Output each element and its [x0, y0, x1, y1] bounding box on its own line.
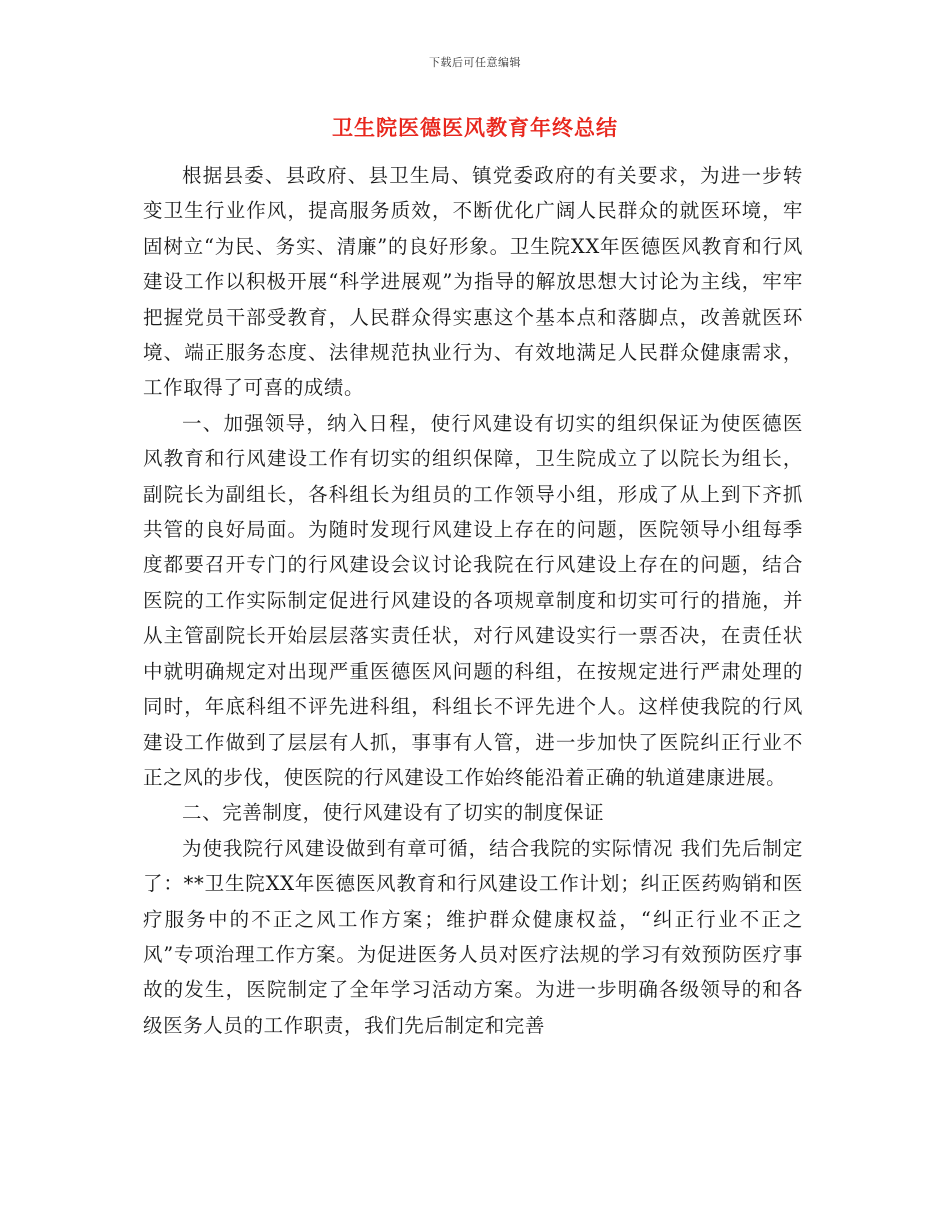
document-title: 卫生院医德医风教育年终总结 — [332, 115, 618, 140]
paragraph-section-2-heading: 二、完善制度，使行风建设有了切实的制度保证 — [182, 801, 605, 825]
paragraph-intro: 根据县委、县政府、县卫生局、镇党委政府的有关要求，为进一步转变卫生行业作风，提高服务质效，不断优化广阔人民群众的就医环境，牢固树立“为民、务实、清廉”的良好形象。卫生院XX年医德医风教育和行风建设工作以积极开展“科学进展观”为指导的解放思想大讨论为主线，牢牢把握党员干部受教育，人民群众得实惠这个基本点和落脚点，改善就医环境、端正服务态度、法律规范执业行为、有效地满足人民群众健康需求，工作取得了可喜的成绩。 — [143, 164, 803, 400]
paragraph-section-2-body: 为使我院行风建设做到有章可循，结合我院的实际情况 我们先后制定了：**卫生院XX年医德医风教育和行风建设工作计划；纠正医药购销和医疗服务中的不正之风工作方案；维护群众健康权益，“纠正行业不正之风”专项治理工作方案。为促进医务人员对医疗法规的学习有效预防医疗事故的发生，医院制定了全年学习活动方案。为进一步明确各级领导的和各级医务人员的工作职责，我们先后制定和完善 — [143, 836, 803, 1037]
paragraph-section-1: 一、加强领导，纳入日程，使行风建设有切实的组织保证为使医德医风教育和行风建设工作有切实的组织保障，卫生院成立了以院长为组长，副院长为副组长，各科组长为组员的工作领导小组，形成了从上到下齐抓共管的良好局面。为随时发现行风建设上存在的问题，医院领导小组每季度都要召开专门的行风建设会议讨论我院在行风建设上存在的问题，结合医院的工作实际制定促进行风建设的各项规章制度和切实可行的措施，并从主管副院长开始层层落实责任状，对行风建设实行一票否决，在责任状中就明确规定对出现严重医德医风问题的科组，在按规定进行严肃处理的同时，年底科组不评先进科组，科组长不评先进个人。这样使我院的行风建设工作做到了层层有人抓，事事有人管，进一步加快了医院纠正行业不正之风的步伐，使医院的行风建设工作始终能沿着正确的轨道建康进展。 — [143, 411, 803, 789]
header-note: 下载后可任意编辑 — [429, 56, 521, 69]
document-body — [143, 158, 803, 1043]
